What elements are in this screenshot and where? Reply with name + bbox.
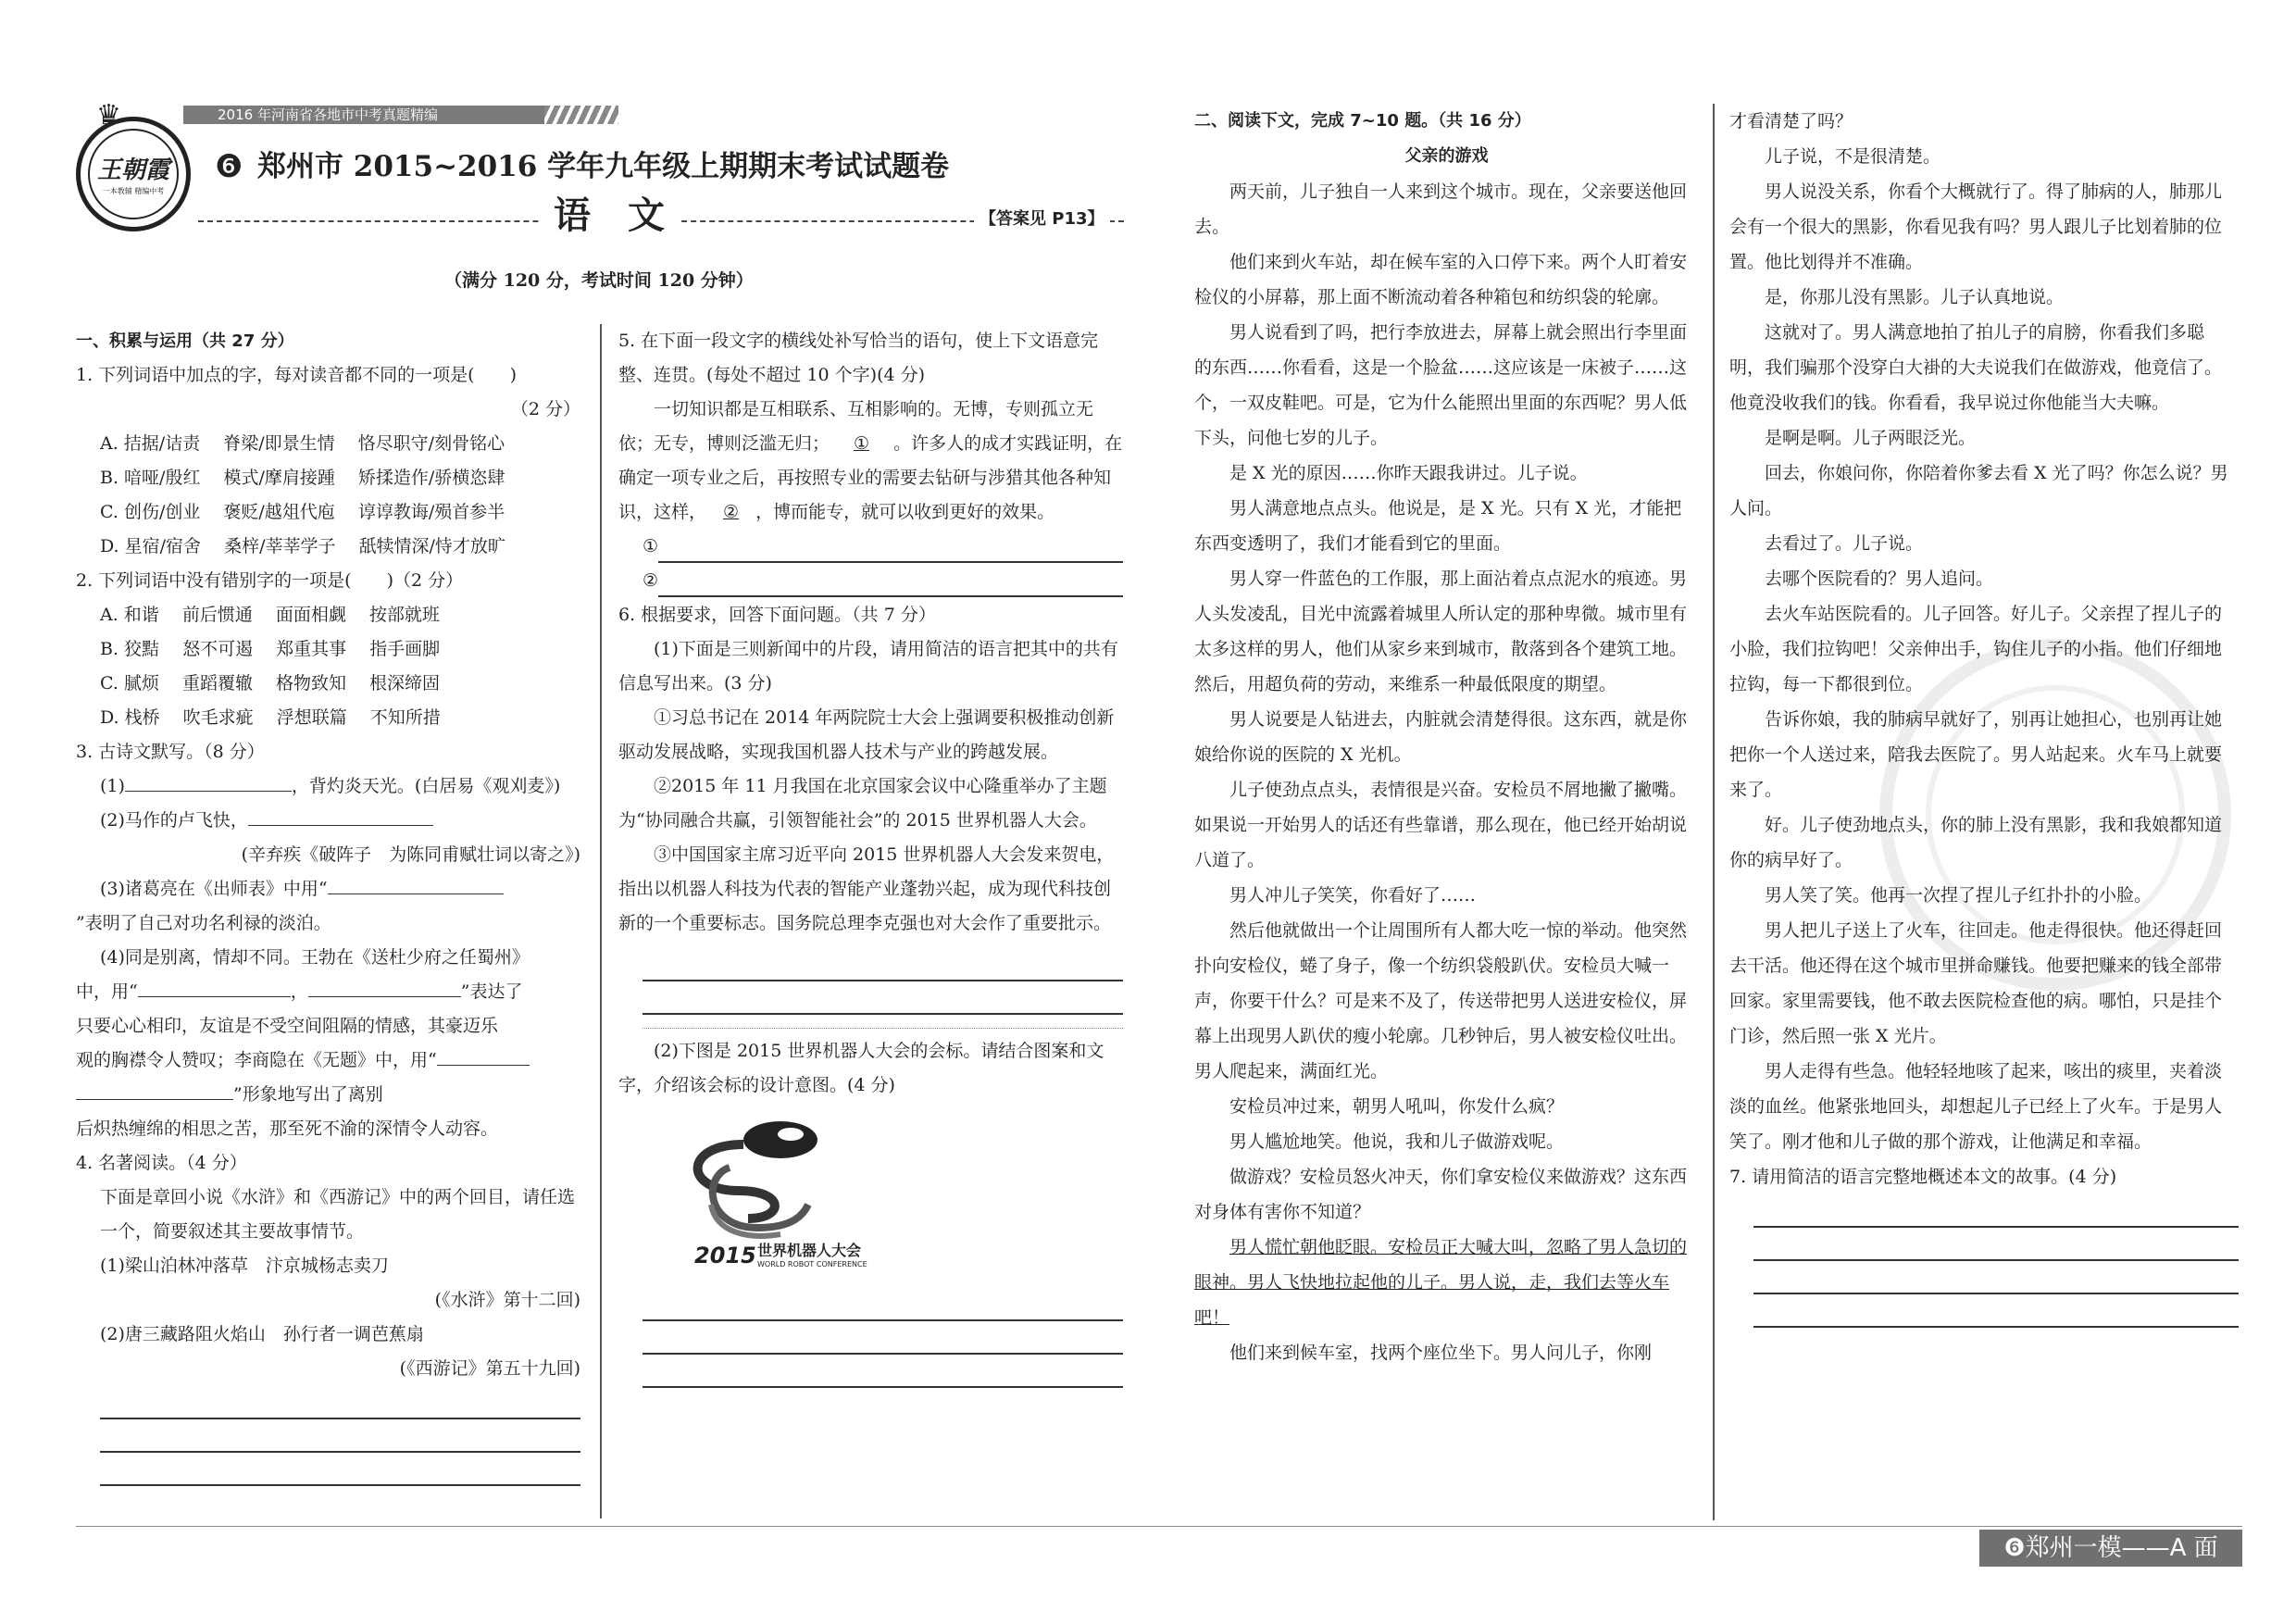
story-paragraph: 男人满意地点点头。他说是，是 X 光。只有 X 光，才能把东西变透明了，我们才能看到它的里面。 — [1194, 498, 1682, 554]
q6-2-answer-line[interactable] — [643, 1288, 1123, 1321]
q2-option-a: A. 和谐 前后惯通 面面相觑 按部就班 — [100, 605, 440, 625]
q4-answer-line[interactable] — [100, 1386, 580, 1419]
q3-item-4-line4 — [76, 1043, 580, 1078]
q6-news-1: ①习总书记在 2014 年两院院士大会上强调要积极推动创新驱动发展战略，实现我国机器人技术与产业的跨越发展。 — [618, 707, 1115, 762]
story-paragraph: 去火车站医院看的。儿子回答。好儿子。父亲捏了捏儿子的小脸，我们拉钩吧！父亲伸出手，钩住儿子的小指。他们仔细地拉钩，每一下都很到位。 — [1729, 604, 2223, 694]
section-1-heading: 一、积累与运用（共 27 分） — [76, 331, 294, 351]
q4-item-2-source: (《西游记》第五十九回) — [399, 1358, 580, 1379]
q3-item-4-line5 — [76, 1078, 580, 1112]
q5-blank-1[interactable]: ① — [854, 433, 870, 454]
q3-1-label: (1) — [100, 776, 125, 796]
q2-option-d: D. 栈桥 吹毛求疵 浮想联篇 不知所措 — [100, 707, 441, 728]
q5-blank-2[interactable]: ② — [723, 502, 740, 522]
q6-part-1: (1)下面是三则新闻中的片段，请用简洁的语言把其中的共有信息写出来。(3 分) — [618, 639, 1118, 694]
q3-item-4-line2 — [76, 975, 580, 1009]
story-title: 父亲的游戏 — [1404, 146, 1489, 166]
q1-option-a: A. 拮据/诘责 脊梁/即景生情 恪尽职守/刻骨铭心 — [100, 433, 505, 454]
q5-passage-part-1: 一切知识都是互相联系、互相影响的。无博，专则孤立无依；无专，博则泛滥无归； — [618, 399, 1094, 454]
column-divider — [1713, 104, 1715, 1520]
q3-4-blank-1[interactable] — [138, 976, 291, 997]
q7-answer-line[interactable] — [1753, 1194, 2239, 1228]
story-paragraph: 他们来到候车室，找两个座位坐下。男人问儿子，你刚 — [1229, 1343, 1653, 1363]
q6-1-answer-line[interactable] — [643, 981, 1123, 1015]
q3-4-text-g: ”形象地写出了离别 — [233, 1084, 383, 1105]
story-paragraph: 然后他就做出一个让周围所有人都大吃一惊的举动。他突然扑向安检仪，蜷了身子，像一个纺织袋般趴伏。安检员大喊一声，你要干什么？可是来不及了，传送带把男人送进安检仪，屏幕上出现男人趴伏的瘦小轮廓。几秒钟后，男人被安检仪吐出。男人爬起来，满面红光。 — [1194, 920, 1688, 1081]
q2-option-b: B. 狡黠 怒不可遏 郑重其事 指手画脚 — [100, 639, 441, 659]
robot-conference-logo — [618, 1103, 1123, 1288]
exam-title: 郑州市 2015~2016 学年九年级上期期末考试试题卷 — [257, 150, 950, 183]
logo-text: 王朝霞 — [96, 156, 169, 184]
q3-3-blank[interactable] — [328, 873, 504, 894]
question-4: 4. 名著阅读。（4 分） — [76, 1153, 247, 1173]
story-paragraph: 男人冲儿子笑笑，你看好了…… — [1229, 885, 1477, 906]
story-paragraph: 男人笑了笑。他再一次捏了捏儿子红扑扑的小脸。 — [1765, 885, 2152, 906]
story-paragraph-underlined: 男人慌忙朝他眨眼。安检员正大喊大叫，忽略了男人急切的眼神。男人飞快地拉起他的儿子。男人说，走，我们去等火车吧！ — [1194, 1237, 1688, 1328]
q6-part-2: (2)下图是 2015 世界机器人大会的会标。请结合图案和文字，介绍该会标的设计意图。(4 分) — [618, 1041, 1104, 1095]
subject-title: 语 文 — [539, 193, 680, 239]
question-6: 6. 根据要求，回答下面问题。（共 7 分） — [618, 605, 936, 625]
story-paragraph: 回去，你娘问你，你陪着你爹去看 X 光了吗？你怎么说？男人问。 — [1729, 463, 2228, 519]
q7-answer-line[interactable] — [1753, 1294, 2239, 1328]
q6-news-3: ③中国国家主席习近平向 2015 世界机器人大会发来贺电，指出以机器人科技为代表的智能产业蓬勃兴起，成为现代科技创新的一个重要标志。国务院总理李克强也对大会作了重要批示。 — [618, 844, 1115, 933]
q3-item-4: (4)同是别离，情却不同。王勃在《送杜少府之任蜀州》 — [100, 947, 530, 968]
q3-item-4-line6: 后炽热缠绵的相思之苦，那至死不渝的深情令人动容。 — [76, 1118, 499, 1139]
column-3 — [1194, 104, 1699, 1370]
q3-4-blank-2[interactable] — [308, 976, 461, 997]
story-paragraph: 安检员冲过来，朝男人吼叫，你发什么疯？ — [1229, 1096, 1565, 1117]
q5-passage-part-3: ，博而能专，就可以收到更好的效果。 — [755, 502, 1055, 522]
logo-crown-icon: ♛ — [96, 99, 121, 131]
q4-answer-line[interactable] — [100, 1453, 580, 1486]
logo-cn-name: 世界机器人大会 — [757, 1242, 862, 1259]
q2-option-c: C. 腻烦 重蹈覆辙 格物致知 根深缔固 — [100, 673, 441, 694]
section-2-heading: 二、阅读下文，完成 7~10 题。（共 16 分） — [1194, 111, 1531, 131]
q6-1-answer-line[interactable] — [643, 948, 1123, 981]
q5-passage-part-2: 。许多人的成才实践证明，在确定一项专业之后，再按照专业的需要去钻研与涉猎其他各种知识，这样， — [618, 433, 1123, 522]
q1-option-c: C. 创伤/创业 褒贬/越俎代庖 谆谆教诲/殒首参半 — [100, 502, 505, 522]
story-paragraph: 儿子使劲点点头，表情很是兴奋。安检员不屑地撇了撇嘴。如果说一开始男人的话还有些靠谱，那么现在，他已经开始胡说八道了。 — [1194, 780, 1688, 870]
q3-2-source: (辛弃疾《破阵子 为陈同甫赋壮词以寄之》) — [241, 844, 580, 865]
story-paragraph: 男人说看到了吗，把行李放进去，屏幕上就会照出行李里面的东西……你看看，这是一个脸盆……这应该是一床被子……这个，一双皮鞋吧。可是，它为什么能照出里面的东西呢？男人低下头，问他七岁的儿子。 — [1194, 322, 1688, 448]
q3-1-text: ，背灼炎天光。(白居易《观刈麦》) — [291, 776, 561, 796]
story-paragraph: 他们来到火车站，却在候车室的入口停下来。两个人盯着安检仪的小屏幕，那上面不断流动着各种箱包和纺织袋的轮廓。 — [1194, 252, 1688, 307]
story-paragraph: 才看清楚了吗？ — [1729, 111, 1853, 131]
series-bar-stripes — [544, 106, 618, 124]
q5-answer-line-2[interactable] — [658, 564, 1123, 597]
q1-option-d: D. 星宿/宿舍 桑梓/莘莘学子 舐犊情深/恃才放旷 — [100, 536, 505, 556]
q6-2-answer-line[interactable] — [643, 1321, 1123, 1355]
page-tab: ❻郑州一模——A 面 — [1979, 1530, 2242, 1567]
q4-description: 下面是章回小说《水浒》和《西游记》中的两个回目，请任选一个，简要叙述其主要故事情节。 — [100, 1187, 576, 1242]
q3-4-blank-3[interactable] — [437, 1044, 530, 1066]
q5-answer-row-2 — [618, 564, 1123, 598]
q5-passage — [618, 393, 1123, 530]
page-footer-rule — [76, 1526, 2242, 1527]
story-paragraph: 告诉你娘，我的肺病早就好了，别再让她担心，也别再让她把你一个人送过来，陪我去医院了。男人站起来。火车马上就要来了。 — [1729, 709, 2223, 800]
story-paragraph: 男人走得有些急。他轻轻地咳了起来，咳出的痰里，夹着淡淡的血丝。他紧张地回头，却想起儿子已经上了火车。于是男人笑了。刚才他和儿子做的那个游戏，让他满足和幸福。 — [1729, 1061, 2223, 1152]
q3-item-2 — [76, 804, 580, 838]
q3-3-text: (3)诸葛亮在《出师表》中用“ — [100, 879, 328, 899]
q3-4-text-d: ”表达了 — [460, 981, 523, 1002]
story-paragraph: 是，你那儿没有黑影。儿子认真地说。 — [1765, 287, 2065, 307]
q3-4-text-b: 中，用“ — [76, 981, 138, 1002]
story-paragraph: 去看过了。儿子说。 — [1765, 533, 1924, 554]
logo-year: 2015 — [694, 1243, 756, 1268]
exam-meta: （满分 120 分，考试时间 120 分钟） — [444, 270, 754, 291]
story-paragraph: 去哪个医院看的？男人追问。 — [1765, 569, 1994, 589]
q4-item-1-source: (《水浒》第十二回) — [434, 1290, 580, 1310]
publisher-logo — [76, 117, 191, 231]
q3-4-blank-4[interactable] — [76, 1079, 233, 1100]
q4-item-2: (2)唐三藏路阻火焰山 孙行者一调芭蕉扇 — [100, 1324, 424, 1344]
logo-subtext: 一本教辅 精编中考 — [102, 187, 165, 195]
story-paragraph: 男人说要是人钻进去，内脏就会清楚得很。这东西，就是你娘给你说的医院的 X 光机。 — [1194, 709, 1688, 765]
q6-news-2: ②2015 年 11 月我国在北京国家会议中心隆重举办了主题为“协同融合共赢，引领智能社会”的 2015 世界机器人大会。 — [618, 776, 1107, 831]
story-paragraph: 男人把儿子送上了火车，往回走。他走得很快。他还得赶回去干活。他还得在这个城市里拼命赚钱。他要把赚来的钱全部带回家。家里需要钱，他不敢去医院检查他的病。哪怕，只是挂个门诊，然后照一张 X 光片。 — [1729, 920, 2223, 1046]
q3-item-3 — [76, 872, 580, 906]
column-1 — [76, 324, 580, 1486]
q3-1-blank[interactable] — [125, 770, 292, 792]
q3-item-4-line3: 只要心心相印，友谊是不受空间阻隔的情感，其豪迈乐 — [76, 1016, 499, 1036]
column-4 — [1729, 104, 2239, 1328]
q4-item-1: (1)梁山泊林冲落草 汴京城杨志卖刀 — [100, 1256, 389, 1276]
question-7: 7. 请用简洁的语言完整地概述本文的故事。(4 分) — [1729, 1167, 2117, 1187]
q6-2-answer-line[interactable] — [643, 1355, 1123, 1388]
q5-answer-label-2: ② — [643, 570, 659, 591]
story-paragraph: 男人说没关系，你看个大概就行了。得了肺病的人，肺那儿会有一个很大的黑影，你看见我有吗？男人跟儿子比划着肺的位置。他比划得并不准确。 — [1729, 181, 2223, 272]
answer-reference: 【答案见 P13】 — [974, 206, 1110, 233]
q3-4-text-f: 观的胸襟令人赞叹；李商隐在《无题》中，用“ — [76, 1050, 437, 1070]
question-5: 5. 在下面一段文字的横线处补写恰当的语句，使上下文语意完整、连贯。(每处不超过 10 个字)(4 分) — [618, 331, 1099, 385]
q3-item-1 — [76, 769, 580, 804]
story-paragraph: 是 X 光的原因……你昨天跟我讲过。儿子说。 — [1229, 463, 1588, 483]
story-paragraph: 这就对了。男人满意地拍了拍儿子的肩膀，你看我们多聪明，我们骗那个没穿白大褂的大夫说我们在做游戏，他竟信了。他竟没收我们的钱。你看看，我早说过你他能当大夫嘛。 — [1729, 322, 2223, 413]
question-2: 2. 下列词语中没有错别字的一项是( )（2 分） — [76, 570, 464, 591]
story-paragraph: 男人穿一件蓝色的工作服，那上面沾着点点泥水的痕迹。男人头发凌乱，目光中流露着城里人所认定的那种卑微。城市里有太多这样的男人，他们从家乡来到城市，散落到各个建筑工地。然后，用超负荷的劳动，来维系一种最低限度的期望。 — [1194, 569, 1688, 694]
story-paragraph: 男人尴尬地笑。他说，我和儿子做游戏呢。 — [1229, 1131, 1565, 1152]
question-3: 3. 古诗文默写。（8 分） — [76, 742, 265, 762]
exam-number-badge: ❻ — [215, 148, 243, 185]
q7-answer-line[interactable] — [1753, 1261, 2239, 1294]
column-2 — [618, 324, 1123, 1388]
story-paragraph: 两天前，儿子独自一人来到这个城市。现在，父亲要送他回去。 — [1194, 181, 1688, 237]
q3-4-text-c: ， — [290, 981, 308, 1002]
story-paragraph: 是啊是啊。儿子两眼泛光。 — [1765, 428, 1977, 448]
q3-2-blank[interactable] — [248, 805, 433, 826]
question-1-score: （2 分） — [510, 399, 580, 419]
column-divider — [600, 324, 602, 1518]
logo-en-name: WORLD ROBOT CONFERENCE — [757, 1260, 867, 1268]
question-1: 1. 下列词语中加点的字，每对读音都不同的一项是( ) — [76, 365, 517, 385]
story-paragraph: 好。儿子使劲地点头，你的肺上没有黑影，我和我娘都知道你的病早好了。 — [1729, 815, 2223, 870]
q1-option-b: B. 喑哑/殷红 模式/摩肩接踵 矫揉造作/骄横恣肆 — [100, 468, 505, 488]
story-paragraph: 儿子说，不是很清楚。 — [1765, 146, 1941, 167]
q5-answer-line-1[interactable] — [658, 530, 1123, 563]
q4-answer-line[interactable] — [100, 1419, 580, 1453]
q3-2-text: (2)马作的卢飞快， — [100, 810, 248, 831]
q6-separator — [643, 1028, 1123, 1029]
story-paragraph: 做游戏？安检员怒火冲天，你们拿安检仪来做游戏？这东西对身体有害你不知道？ — [1194, 1167, 1688, 1222]
series-label: 2016 年河南省各地市中考真题精编 — [218, 106, 438, 123]
q5-answer-label-1: ① — [643, 536, 659, 556]
q3-item-3-cont: ”表明了自己对功名利禄的淡泊。 — [76, 913, 331, 933]
q7-answer-line[interactable] — [1753, 1228, 2239, 1261]
q5-answer-row-1 — [618, 530, 1123, 564]
